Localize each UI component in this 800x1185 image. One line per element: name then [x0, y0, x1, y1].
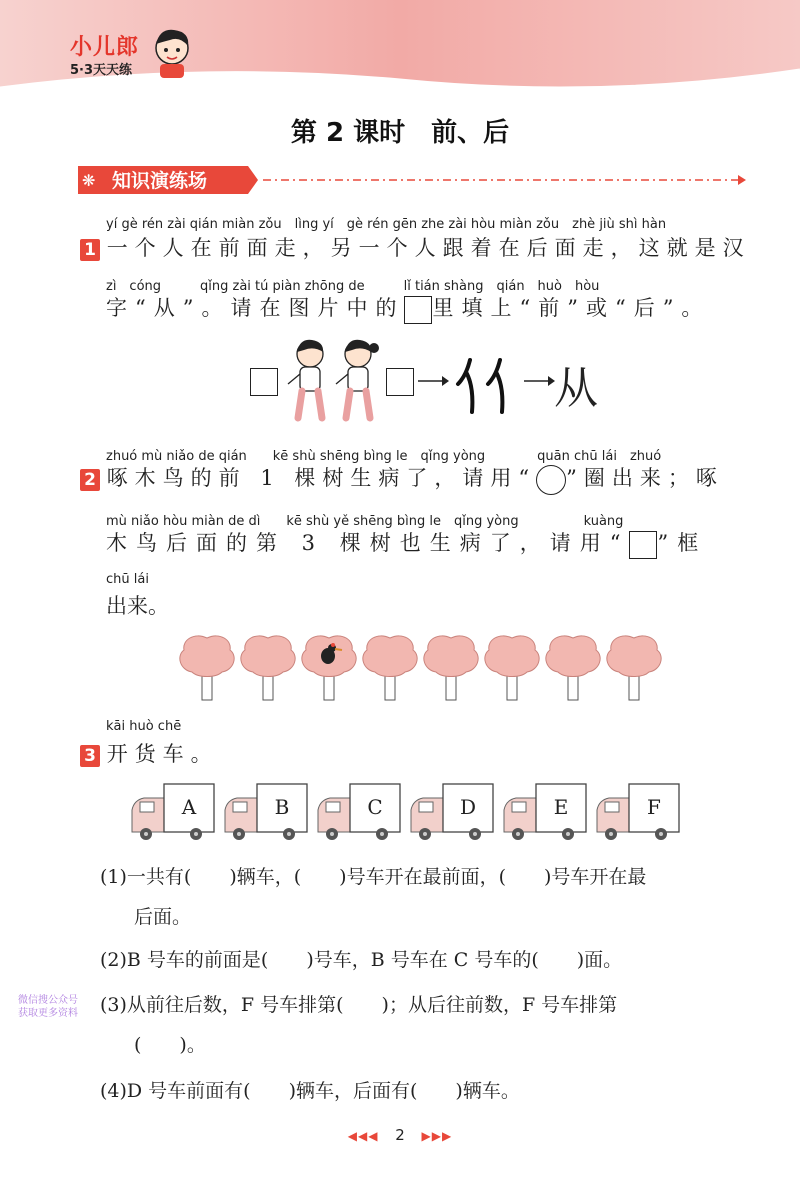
- circle-symbol: [536, 465, 566, 495]
- q2-pinyin-2: mù niǎo hòu miàn de dì kē shù yě shēng bìng le qǐng yòng kuàng: [106, 514, 624, 529]
- q1-pinyin-2: zì cóng qǐng zài tú piàn zhōng de lǐ tián shàng qián huò hòu: [106, 279, 600, 294]
- page-number: 2: [395, 1126, 405, 1144]
- q1-text-2a: 字“从”。请在图片中的: [106, 296, 405, 320]
- truck-label: B: [274, 795, 290, 819]
- q1-pinyin-1: yí gè rén zài qián miàn zǒu lìng yí gè rén gēn zhe zài hòu miàn zǒu zhè jiù shì hàn: [106, 217, 667, 232]
- q1-text-2b: 里填上“前”或“后”。: [432, 296, 711, 320]
- box-symbol: [629, 531, 657, 559]
- footer-right-arrows: ▶▶▶: [421, 1129, 453, 1143]
- truck-f[interactable]: [597, 784, 679, 840]
- q2-text-1b: ”圈出来；啄: [566, 466, 724, 490]
- q2-line-1: [80, 462, 724, 495]
- tree[interactable]: [546, 636, 600, 700]
- q3-text: 开货车。: [106, 742, 219, 766]
- truck-label: D: [459, 795, 477, 819]
- truck-label: C: [367, 795, 383, 819]
- tree[interactable]: [241, 636, 295, 700]
- truck-label: F: [647, 795, 661, 819]
- truck-d[interactable]: [411, 784, 493, 840]
- q1-answer-box-left[interactable]: [250, 368, 278, 396]
- q2-number: 2: [80, 469, 100, 491]
- truck-b[interactable]: [225, 784, 307, 840]
- truck-label: A: [181, 795, 197, 819]
- section-title: 知识演练场: [112, 170, 208, 192]
- tree[interactable]: [607, 636, 661, 700]
- q3-sub-3a: (3)从前往后数，F 号车排第( )；从后往前数，F 号车排第: [100, 994, 618, 1016]
- stamp-line-2: 获取更多资料: [18, 1008, 78, 1019]
- tree[interactable]: [485, 636, 539, 700]
- q3-sub-2: (2)B 号车的前面是( )号车，B 号车在 C 号车的( )面。: [100, 949, 623, 971]
- truck-row: [130, 782, 700, 844]
- truck-label: E: [553, 795, 569, 819]
- q2-text-1a: 啄木鸟的前 1 棵树生病了，请用“: [106, 466, 537, 490]
- q1-text-1: 一个人在前面走，另一个人跟着在后面走，这就是汉: [106, 236, 751, 260]
- q3-sub-3b: ( )。: [134, 1034, 206, 1056]
- q3-number: 3: [80, 745, 100, 767]
- q3-pinyin: kāi huò chē: [106, 719, 182, 734]
- arrow-icon: [522, 373, 556, 389]
- q2-pinyin-3: chū lái: [106, 572, 149, 587]
- q3-sub-1b: 后面。: [134, 906, 192, 928]
- brand: [70, 30, 139, 78]
- tree-row: [176, 630, 666, 702]
- q3-sub-4: (4)D 号车前面有( )辆车，后面有( )辆车。: [100, 1080, 520, 1102]
- footer-left-arrows: ◀◀◀: [347, 1129, 379, 1143]
- page-title: 第 2 课时 前、后: [290, 118, 510, 148]
- q2-line-2: [106, 527, 707, 559]
- brand-series: 5·3天天练: [70, 63, 133, 78]
- page-footer: [0, 1126, 800, 1144]
- q1-answer-box-right[interactable]: [386, 368, 414, 396]
- q2-text-2b: ”框: [657, 531, 708, 555]
- svg-text:❋: ❋: [82, 171, 96, 190]
- q1-number: 1: [80, 239, 100, 261]
- q3-line: [80, 738, 219, 768]
- arrow-icon: [416, 373, 450, 389]
- side-stamp: [18, 994, 78, 1020]
- q3-sub-1a: (1)一共有( )辆车，( )号车开在最前面，( )号车开在最: [100, 866, 647, 888]
- q1-answer-box-inline: [404, 296, 432, 324]
- mascot-icon: [150, 26, 196, 78]
- truck-e[interactable]: [504, 784, 586, 840]
- modern-cong-character: 从: [554, 363, 598, 414]
- truck-a[interactable]: [132, 784, 214, 840]
- q2-text-2a: 木鸟后面的第 3 棵树也生病了，请用“: [106, 531, 630, 555]
- ancient-cong-character: [452, 356, 522, 416]
- children-walking-illustration: [280, 336, 390, 424]
- q2-pinyin-1: zhuó mù niǎo de qián kē shù shēng bìng le qǐng yòng quān chū lái zhuó: [106, 449, 662, 464]
- brand-logo: 小儿郎: [70, 35, 140, 60]
- q2-text-3: 出来。: [106, 594, 169, 618]
- truck-c[interactable]: [318, 784, 400, 840]
- tree[interactable]: [363, 636, 417, 700]
- stamp-line-1: 微信搜公众号: [18, 995, 78, 1006]
- q1-line-2: [106, 292, 710, 324]
- tree[interactable]: [424, 636, 478, 700]
- q1-line-1: [80, 232, 751, 262]
